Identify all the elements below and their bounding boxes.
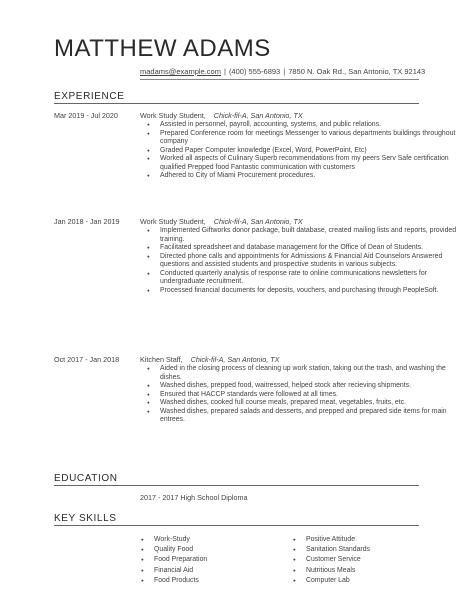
job-bullet: ● Washed dishes, cooked full course meals, prepared meat, vegetables, fruits, etc. (140, 399, 460, 408)
skill-item: ● Nutritious Meals (292, 566, 370, 576)
skill-item: ● Sanitation Standards (292, 545, 370, 555)
experience-divider (54, 103, 419, 104)
job-bullet: ● Directed phone calls and appointments for Admissions & Financial Aid Counselors Answered questions and assisted students and prospective students in various subjects. (140, 253, 460, 270)
job-bullet: ● Aided in the closing process of cleaning up work station, taking out the trash, and washing the dishes. (140, 365, 460, 382)
contact-email[interactable]: madams@example.com (140, 67, 221, 76)
job-title: Work Study Student, (140, 217, 206, 226)
job-bullet: ● Graded Paper Computer knowledge (Excel, Word, PowerPoint, Etc) (140, 147, 460, 156)
job-bullet: ● Implemented Giftworks donor package, built database, created mailing lists and reports, provided training. (140, 227, 460, 244)
job-bullet: ● Worked all aspects of Culinary Superb recommendations from my peers Serv Safe certification qualified Prepped food Fantastic communication with customers (140, 155, 460, 172)
skills-list-left (140, 535, 207, 586)
job-bullet: ● Assisted in personnel, payroll, accounting, systems, and public relations. (140, 121, 460, 130)
job-bullet: ● Washed dishes, prepped food, waitressed, helped stock after recieving shipments. (140, 382, 460, 391)
job-dates: Mar 2019 - Jul 2020 (54, 111, 118, 120)
job-bullet: ● Adhered to City of Miami Procurement procedures. (140, 172, 460, 181)
skills-divider (54, 525, 419, 526)
job-dates: Oct 2017 - Jan 2018 (54, 355, 120, 364)
job-bullet-list (140, 121, 460, 181)
contact-divider (140, 79, 419, 80)
education-divider (54, 485, 419, 486)
contact-line (140, 67, 425, 76)
job-title: Kitchen Staff, (140, 355, 183, 364)
experience-heading: EXPERIENCE (54, 91, 125, 102)
job-bullet: ● Facilitated spreadsheet and database management for the Office of Dean of Students. (140, 244, 460, 253)
job-bullet: ● Ensured that HACCP standards were followed at all times. (140, 391, 460, 400)
contact-phone: (400) 555-6893 (228, 67, 281, 76)
job-bullet: ● Washed dishes, prepared salads and desserts, and prepped and prepared side items for main entrees. (140, 408, 460, 425)
job-dates: Jan 2018 - Jan 2019 (54, 217, 120, 226)
job-bullet: ● Prepared Conference room for meetings Messenger to various departments buildings throughout company (140, 130, 460, 147)
job-bullet-list (140, 365, 460, 425)
job-bullet: ● Conducted quarterly analysis of response rate to online communications newsletters for undergraduate recruitment. (140, 270, 460, 287)
skill-item: ● Positive Attitude (292, 535, 370, 545)
job-bullet-list (140, 227, 460, 295)
skills-heading: KEY SKILLS (54, 513, 117, 524)
skills-list-right (292, 535, 370, 586)
skill-item: ● Quality Food (140, 545, 207, 555)
skill-item: ● Food Preparation (140, 555, 207, 565)
education-entry: 2017 - 2017 High School Diploma (140, 493, 248, 502)
job-title: Work Study Student, (140, 111, 206, 120)
job-employer: Chick-fil-A, San Antonio, TX (190, 355, 280, 364)
education-heading: EDUCATION (54, 473, 118, 484)
job-heading (140, 111, 303, 120)
job-heading (140, 355, 279, 364)
job-employer: Chick-fil-A, San Antonio, TX (213, 111, 303, 120)
job-bullet: ● Processed financial documents for deposits, vouchers, and purchasing through PeopleSoft. (140, 287, 460, 296)
job-heading (140, 217, 303, 226)
skill-item: ● Work-Study (140, 535, 207, 545)
contact-address: 7850 N. Oak Rd., San Antonio, TX 92143 (288, 67, 426, 76)
skill-item: ● Customer Service (292, 555, 370, 565)
candidate-name: MATTHEW ADAMS (54, 35, 271, 62)
contact-separator: | (223, 67, 226, 76)
skill-item: ● Food Products (140, 576, 207, 586)
skill-item: ● Computer Lab (292, 576, 370, 586)
skill-item: ● Financial Aid (140, 566, 207, 576)
contact-separator: | (283, 67, 286, 76)
job-employer: Chick-fil-A, San Antonio, TX (213, 217, 303, 226)
